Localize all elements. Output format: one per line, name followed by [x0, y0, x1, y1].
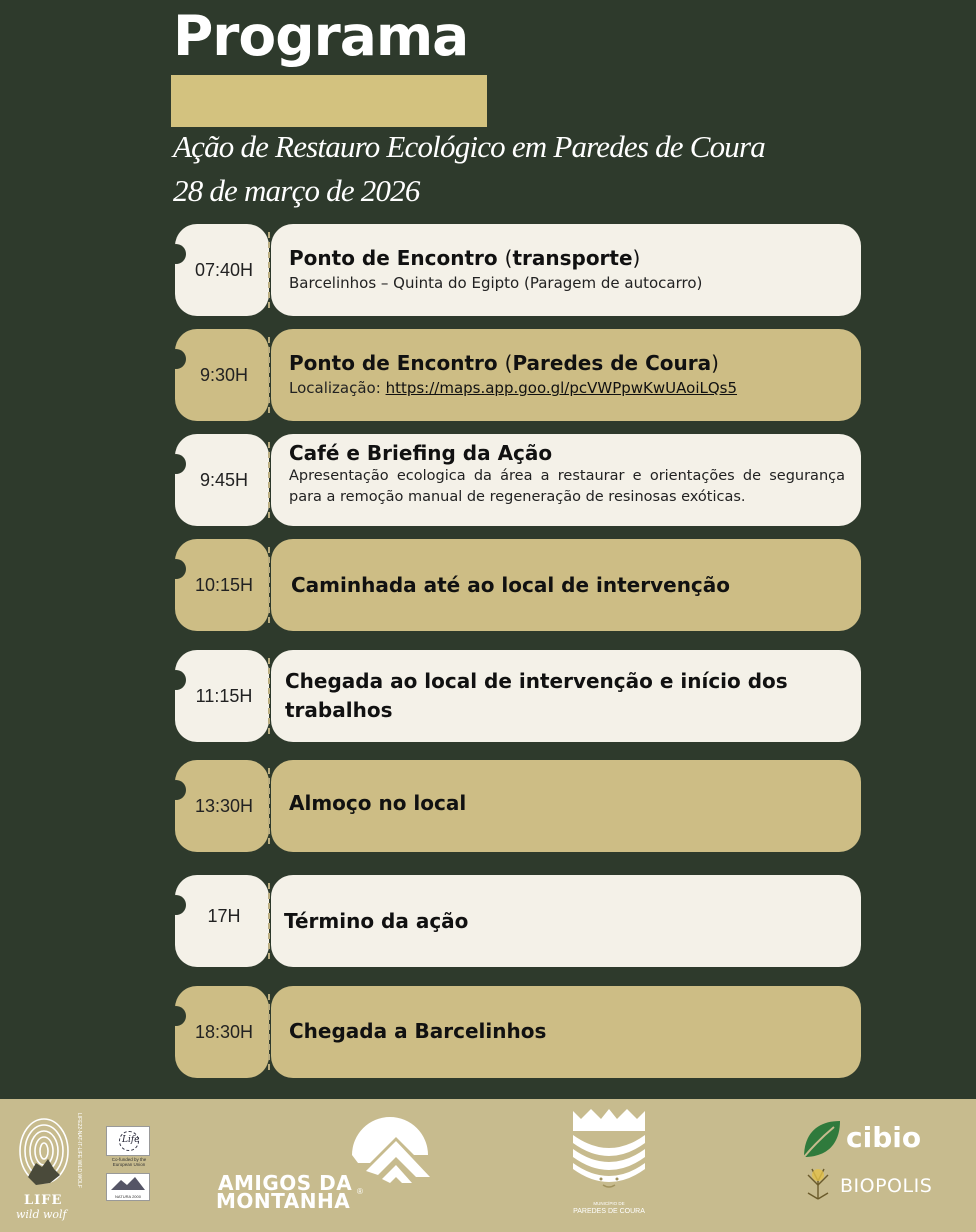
location-label: Localização: — [289, 379, 386, 398]
event-subtitle: Ação de Restauro Ecológico em Paredes de Coura — [173, 129, 765, 164]
event-date: 28 de março de 2026 — [173, 173, 420, 208]
cibio-text: cibio — [846, 1121, 922, 1154]
cibio-biopolis-logo — [800, 1117, 950, 1217]
schedule-row — [175, 329, 861, 421]
event-box — [271, 760, 861, 852]
event-box — [271, 434, 861, 526]
schedule-row — [175, 224, 861, 316]
wolf-fingerprint-icon — [14, 1115, 74, 1195]
mountain-sun-icon — [340, 1117, 440, 1189]
time-box — [175, 986, 269, 1078]
event-description: Apresentação ecologica da área a restaurar e orientações de segurança para a remoção manual de regeneração de resinosas exóticas. — [289, 468, 845, 506]
paredes-de-coura-text: PAREDES DE COURA — [573, 1208, 645, 1215]
event-title: Chegada a Barcelinhos — [289, 1019, 547, 1043]
event-description — [289, 378, 845, 400]
event-title — [289, 350, 845, 376]
time-box — [175, 539, 269, 631]
registered-mark: ® — [357, 1187, 363, 1196]
natura-2000-badge — [106, 1173, 150, 1201]
time-box — [175, 329, 269, 421]
biopolis-tree-icon — [800, 1165, 836, 1201]
biopolis-text: BIOPOLIS — [840, 1175, 933, 1197]
natura-mountain-icon — [107, 1174, 149, 1192]
time-box — [175, 875, 269, 967]
amigos-da-montanha-logo — [216, 1117, 436, 1217]
sponsor-footer — [0, 1099, 976, 1232]
event-box — [271, 986, 861, 1078]
time-label: 07:40H — [194, 259, 254, 280]
event-box — [271, 329, 861, 421]
municipio-paredes-de-coura-logo — [571, 1109, 647, 1221]
life-wild-wolf-logo — [14, 1115, 84, 1225]
time-box — [175, 224, 269, 316]
event-title: Término da ação — [284, 909, 469, 933]
event-title: Café e Briefing da Ação — [289, 441, 553, 465]
time-label: 10:15H — [194, 574, 254, 595]
time-box — [175, 760, 269, 852]
montanha-text: MONTANHA — [216, 1189, 351, 1213]
cibio-leaf-icon — [800, 1117, 844, 1161]
event-box — [271, 650, 861, 742]
time-label: 18:30H — [194, 1021, 254, 1042]
event-title — [289, 245, 845, 271]
eu-caption: Co-funded by the European Union — [111, 1157, 147, 1168]
life-text: LIFE — [24, 1193, 63, 1208]
amigos-text: AMIGOS DA — [218, 1171, 353, 1195]
municipio-text: MUNICÍPIO DE — [593, 1201, 625, 1206]
schedule-row — [175, 986, 861, 1078]
schedule-row — [175, 875, 861, 967]
natura-text: NATURA 2000 — [115, 1194, 141, 1199]
event-title-suffix: (transporte) — [504, 246, 641, 271]
time-label: 17H — [207, 906, 241, 926]
event-title-suffix: (Paredes de Coura) — [504, 351, 719, 376]
event-box — [271, 224, 861, 316]
time-box — [175, 434, 269, 526]
schedule-row — [175, 650, 861, 742]
wild-wolf-text: wild wolf — [16, 1208, 67, 1221]
schedule-row — [175, 434, 861, 526]
event-title: Chegada ao local de intervenção e início dos trabalhos — [285, 669, 788, 722]
event-title-main: Ponto de Encontro — [289, 246, 498, 271]
event-description: Barcelinhos – Quinta do Egipto (Paragem de autocarro) — [289, 274, 703, 293]
event-box — [271, 875, 861, 967]
time-label: 13:30H — [194, 795, 254, 816]
event-title: Caminhada até ao local de intervenção — [291, 573, 731, 597]
time-box — [175, 650, 269, 742]
time-label: 9:30H — [199, 364, 249, 385]
life-badge-text: Life — [122, 1135, 140, 1145]
time-label: 9:45H — [199, 469, 249, 490]
municipal-crown-icon — [571, 1109, 647, 1197]
event-title-main: Ponto de Encontro — [289, 351, 498, 376]
schedule-row — [175, 760, 861, 852]
time-label: 11:15H — [195, 685, 253, 706]
eu-life-badge — [106, 1126, 150, 1156]
life-project-code: LIFE22-NAT-IT-LIFE WILD WOLF — [76, 1113, 82, 1188]
title-underline-bar — [171, 75, 487, 127]
schedule-row — [175, 539, 861, 631]
event-box — [271, 539, 861, 631]
event-title: Almoço no local — [289, 791, 467, 815]
page-title: Programa — [173, 4, 469, 68]
map-link[interactable]: https://maps.app.goo.gl/pcVWPpwKwUAoiLQs5 — [385, 379, 738, 398]
